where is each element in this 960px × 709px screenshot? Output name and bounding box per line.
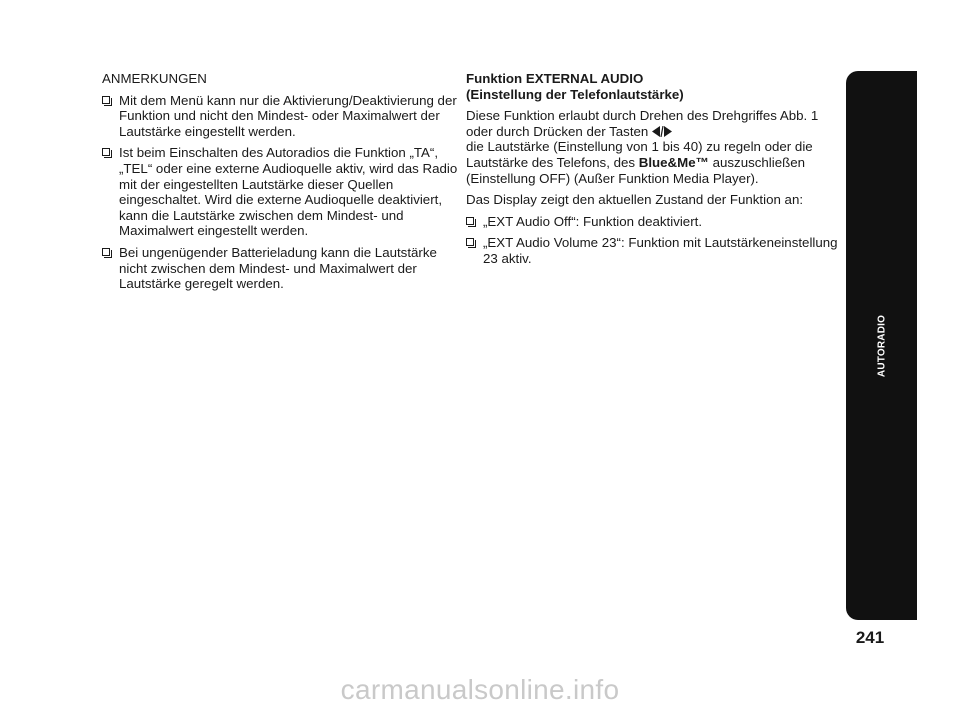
description-text-3: auszuschließen (Einstellung OFF) (Außer Funktion Media Player). [466,154,806,186]
checkbox-bullet-icon [102,248,110,256]
left-right-arrows-icon [652,126,672,137]
heading-feature-name: EXTERNAL AUDIO [525,71,644,86]
chapter-label: AUTORADIO [876,314,887,377]
list-item [466,235,838,266]
chapter-side-tab [846,71,917,620]
list-item [102,245,462,292]
description-text-2: die Lautstärke (Einstellung von 1 bis 40) zu regeln oder die Lautstärke des Telefons, des [466,139,813,170]
brand-name: Blue&Me™ [638,154,709,170]
checkbox-bullet-icon [102,148,110,156]
display-paragraph: Das Display zeigt den aktuellen Zustand der Funktion an: [466,192,804,208]
list-item-text: Bei ungenügender Batterieladung kann die Lautstärke nicht zwischen dem Mindest- und Maximalwert der Lautstärke geregelt werden. [119,244,437,292]
description-text-1: Diese Funktion erlaubt durch Drehen des Drehgriffes Abb. 1 oder durch Drücken der Tasten [466,108,819,139]
heading-prefix: Funktion [466,71,526,86]
list-item-text: Ist beim Einschalten des Autoradios die Funktion „TA“, „TEL“ oder eine externe Audioquelle aktiv, wird das Radio mit der eingestellten Lautstärke dieser Quellen eingeschaltet. Wird die externe Audioquelle deaktiviert, kann die Lautstärke zwischen dem Mindest- und Maximalwert eingestellt werden. [119,145,458,239]
notes-heading: ANMERKUNGEN [102,71,207,86]
checkbox-bullet-icon [466,238,474,246]
heading-subtitle: (Einstellung der Telefonlautstärke) [466,86,684,102]
right-column [466,71,838,273]
section-heading [466,71,838,102]
list-item [466,214,838,230]
list-item [102,93,462,140]
left-column [102,71,462,298]
checkbox-bullet-icon [466,217,474,225]
description-paragraph [466,108,838,186]
checkbox-bullet-icon [102,96,110,104]
list-item-text: „EXT Audio Volume 23“: Funktion mit Lautstärkeneinstellung 23 aktiv. [483,235,838,266]
watermark: carmanualsonline.info [340,674,620,705]
list-item [102,145,462,239]
list-item-text: Mit dem Menü kann nur die Aktivierung/Deaktivierung der Funktion und nicht den Mindest- oder Maximalwert der Lautstärke eingestellt werden. [119,92,457,139]
list-item-text: „EXT Audio Off“: Funktion deaktiviert. [483,213,703,229]
page-number: 241 [855,628,885,647]
